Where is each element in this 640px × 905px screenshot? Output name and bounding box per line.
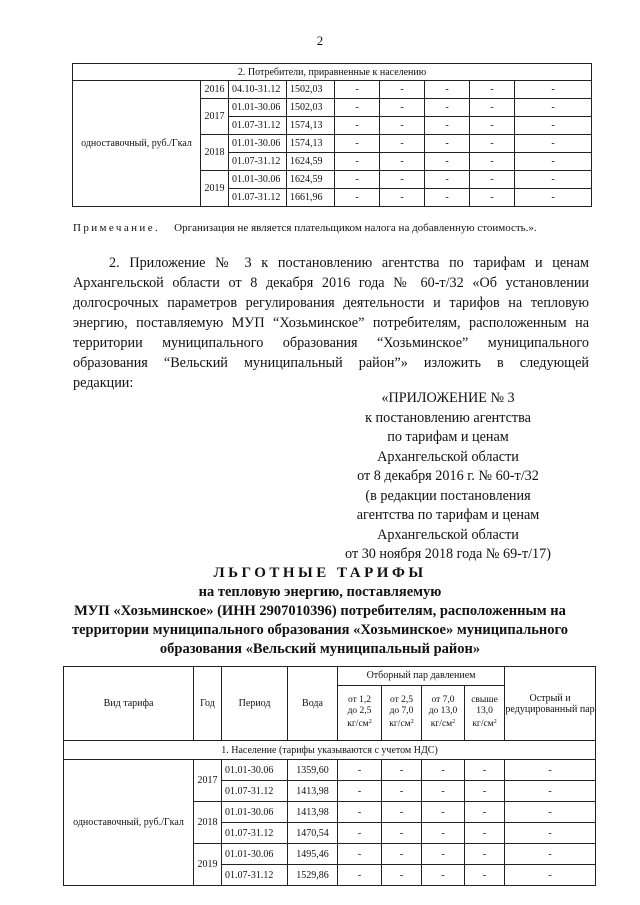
value-cell: -: [338, 802, 382, 823]
appendix-line: агентства по тарифам и ценам: [356, 507, 540, 523]
period-cell: 01.01-30.06: [229, 171, 287, 189]
section-title: 2. Потребители, приравненные к населению: [73, 64, 592, 81]
unit-exponent: 2: [493, 719, 497, 726]
value-cell: -: [380, 135, 425, 153]
value-cell: -: [335, 189, 380, 207]
header-tariff-kind: Вид тарифа: [64, 667, 194, 741]
title-line: территории муниципального образования «Хозьминское» муниципального: [71, 622, 569, 638]
title-line: образования «Вельский муниципальный район»: [159, 641, 481, 657]
value-cell: -: [338, 823, 382, 844]
pressure-to: 13,0: [476, 706, 493, 717]
value-cell: -: [425, 99, 470, 117]
header-steam-group: Отборный пар давлением: [338, 667, 505, 686]
water-cell: 1413,98: [288, 781, 338, 802]
water-cell: 1359,60: [288, 760, 338, 781]
value-cell: -: [335, 81, 380, 99]
year-cell: 2017: [201, 99, 229, 135]
value-cell: -: [422, 781, 465, 802]
title-main: ЛЬГОТНЫЕ ТАРИФЫ: [213, 565, 427, 581]
value-cell: -: [380, 81, 425, 99]
amendment-paragraph: [73, 253, 589, 393]
note-text: Организация не является плательщиком налога на добавленную стоимость.».: [174, 222, 537, 234]
water-cell: 1502,03: [287, 81, 335, 99]
unit-exponent: 2: [410, 719, 414, 726]
value-cell: -: [470, 99, 515, 117]
value-cell: -: [515, 99, 592, 117]
value-cell: -: [505, 844, 596, 865]
year-cell: 2017: [194, 760, 222, 802]
value-cell: -: [505, 802, 596, 823]
period-cell: 01.01-30.06: [222, 844, 288, 865]
value-cell: -: [338, 781, 382, 802]
value-cell: -: [380, 189, 425, 207]
value-cell: -: [505, 781, 596, 802]
period-cell: 01.07-31.12: [222, 865, 288, 886]
value-cell: -: [382, 802, 422, 823]
value-cell: -: [338, 865, 382, 886]
value-cell: -: [465, 823, 505, 844]
header-pressure-col: [338, 685, 382, 740]
value-cell: -: [470, 189, 515, 207]
value-cell: -: [425, 153, 470, 171]
period-cell: 01.01-30.06: [222, 802, 288, 823]
paragraph-line: долгосрочных параметров регулирования деятельности и тарифов на тепловую: [73, 295, 589, 311]
pressure-to: до 2,5: [347, 706, 372, 717]
header-sharp-steam: Острый и редуцированный пар: [505, 667, 596, 741]
value-cell: -: [382, 865, 422, 886]
period-cell: 01.01-30.06: [229, 135, 287, 153]
tariff-type-cell: одноставочный, руб./Гкал: [73, 81, 201, 207]
paragraph-line: Архангельской области от 8 декабря 2016 года № 60-т/32 «Об установлении: [73, 275, 589, 291]
value-cell: -: [425, 135, 470, 153]
value-cell: -: [335, 135, 380, 153]
water-cell: 1529,86: [288, 865, 338, 886]
value-cell: -: [465, 844, 505, 865]
page-number: 2: [316, 33, 324, 48]
water-cell: 1574,13: [287, 117, 335, 135]
value-cell: -: [515, 153, 592, 171]
year-cell: 2019: [194, 844, 222, 886]
year-cell: 2018: [201, 135, 229, 171]
value-cell: -: [470, 171, 515, 189]
header-water: Вода: [288, 667, 338, 741]
appendix-line: «ПРИЛОЖЕНИЕ № 3: [381, 390, 515, 406]
value-cell: -: [382, 781, 422, 802]
value-cell: -: [380, 153, 425, 171]
pressure-from: от 2,5: [389, 695, 414, 706]
value-cell: -: [425, 189, 470, 207]
tariff-type-cell: одноставочный, руб./Гкал: [64, 760, 194, 886]
water-cell: 1624,59: [287, 153, 335, 171]
water-cell: 1502,03: [287, 99, 335, 117]
section-title: 1. Население (тарифы указываются с учетом НДС): [64, 741, 596, 760]
value-cell: -: [380, 171, 425, 189]
pressure-to: до 7,0: [389, 706, 414, 717]
title-line: на тепловую энергию, поставляемую: [198, 584, 442, 600]
paragraph-line: редакции:: [73, 375, 134, 391]
paragraph-line: энергию, поставляемую МУП “Хозьминское” потребителям, расположенным на: [73, 315, 589, 331]
value-cell: -: [422, 802, 465, 823]
water-cell: 1574,13: [287, 135, 335, 153]
value-cell: -: [335, 99, 380, 117]
paragraph-line: образования “Вельский муниципальный район”» изложить в следующей: [73, 355, 589, 371]
note: [73, 222, 537, 234]
value-cell: -: [470, 81, 515, 99]
header-pressure-col: [422, 685, 465, 740]
appendix-line: Архангельской области: [377, 448, 519, 465]
value-cell: -: [422, 844, 465, 865]
table-row: [64, 760, 596, 781]
pressure-from: свыше: [471, 695, 498, 706]
appendix-line: от 30 ноября 2018 года № 69-т/17): [345, 546, 551, 562]
year-cell: 2019: [201, 171, 229, 207]
pressure-unit: кг/см: [389, 719, 411, 730]
value-cell: -: [422, 865, 465, 886]
table-row: [73, 81, 592, 99]
appendix-line: по тарифам и ценам: [387, 429, 509, 445]
value-cell: -: [425, 81, 470, 99]
paragraph-line: 2. Приложение № 3 к постановлению агентства по тарифам и ценам: [109, 255, 589, 271]
period-cell: 01.07-31.12: [222, 823, 288, 844]
appendix-line: Архангельской области: [377, 526, 519, 543]
value-cell: -: [515, 135, 592, 153]
appendix-line: (в редакции постановления: [365, 487, 531, 504]
value-cell: -: [505, 865, 596, 886]
pressure-unit: кг/см: [347, 719, 369, 730]
value-cell: -: [425, 171, 470, 189]
water-cell: 1470,54: [288, 823, 338, 844]
water-cell: 1661,96: [287, 189, 335, 207]
water-cell: 1624,59: [287, 171, 335, 189]
period-cell: 01.07-31.12: [222, 781, 288, 802]
period-cell: 01.01-30.06: [222, 760, 288, 781]
unit-exponent: 2: [368, 719, 372, 726]
note-label: Примечание.: [73, 222, 161, 234]
period-cell: 01.07-31.12: [229, 189, 287, 207]
pressure-from: от 1,2: [347, 695, 372, 706]
value-cell: -: [425, 117, 470, 135]
value-cell: -: [380, 99, 425, 117]
value-cell: -: [515, 117, 592, 135]
value-cell: -: [515, 81, 592, 99]
value-cell: -: [505, 823, 596, 844]
title-line: МУП «Хозьминское» (ИНН 2907010396) потребителям, расположенным на: [74, 603, 566, 619]
header-pressure-col: [382, 685, 422, 740]
header-period: Период: [222, 667, 288, 741]
header-pressure-col: [465, 685, 505, 740]
year-cell: 2018: [194, 802, 222, 844]
water-cell: 1413,98: [288, 802, 338, 823]
value-cell: -: [465, 760, 505, 781]
period-cell: 04.10-31.12: [229, 81, 287, 99]
value-cell: -: [515, 189, 592, 207]
value-cell: -: [470, 117, 515, 135]
appendix-header: [300, 389, 596, 565]
water-cell: 1495,46: [288, 844, 338, 865]
year-cell: 2016: [201, 81, 229, 99]
value-cell: -: [470, 153, 515, 171]
value-cell: -: [382, 760, 422, 781]
value-cell: -: [382, 823, 422, 844]
value-cell: -: [515, 171, 592, 189]
value-cell: -: [505, 760, 596, 781]
paragraph-line: территории муниципального образования “Хозьминское” муниципального: [73, 335, 589, 351]
value-cell: -: [422, 823, 465, 844]
value-cell: -: [422, 760, 465, 781]
period-cell: 01.07-31.12: [229, 153, 287, 171]
appendix-line: от 8 декабря 2016 г. № 60-т/32: [357, 468, 539, 484]
unit-exponent: 2: [452, 719, 456, 726]
value-cell: -: [382, 844, 422, 865]
value-cell: -: [465, 781, 505, 802]
period-cell: 01.07-31.12: [229, 117, 287, 135]
document-title: [40, 563, 600, 659]
appendix-line: к постановлению агентства: [365, 409, 531, 426]
value-cell: -: [335, 117, 380, 135]
value-cell: -: [335, 153, 380, 171]
value-cell: -: [465, 802, 505, 823]
value-cell: -: [380, 117, 425, 135]
value-cell: -: [470, 135, 515, 153]
header-year: Год: [194, 667, 222, 741]
pressure-to: до 13,0: [428, 706, 458, 717]
pressure-unit: кг/см: [430, 719, 453, 730]
main-tariff-table: [63, 666, 596, 886]
period-cell: 01.01-30.06: [229, 99, 287, 117]
pressure-from: от 7,0: [431, 695, 455, 706]
value-cell: -: [338, 760, 382, 781]
value-cell: -: [335, 171, 380, 189]
pressure-unit: кг/см: [472, 719, 494, 730]
value-cell: -: [338, 844, 382, 865]
value-cell: -: [465, 865, 505, 886]
top-tariff-table: [72, 63, 592, 207]
